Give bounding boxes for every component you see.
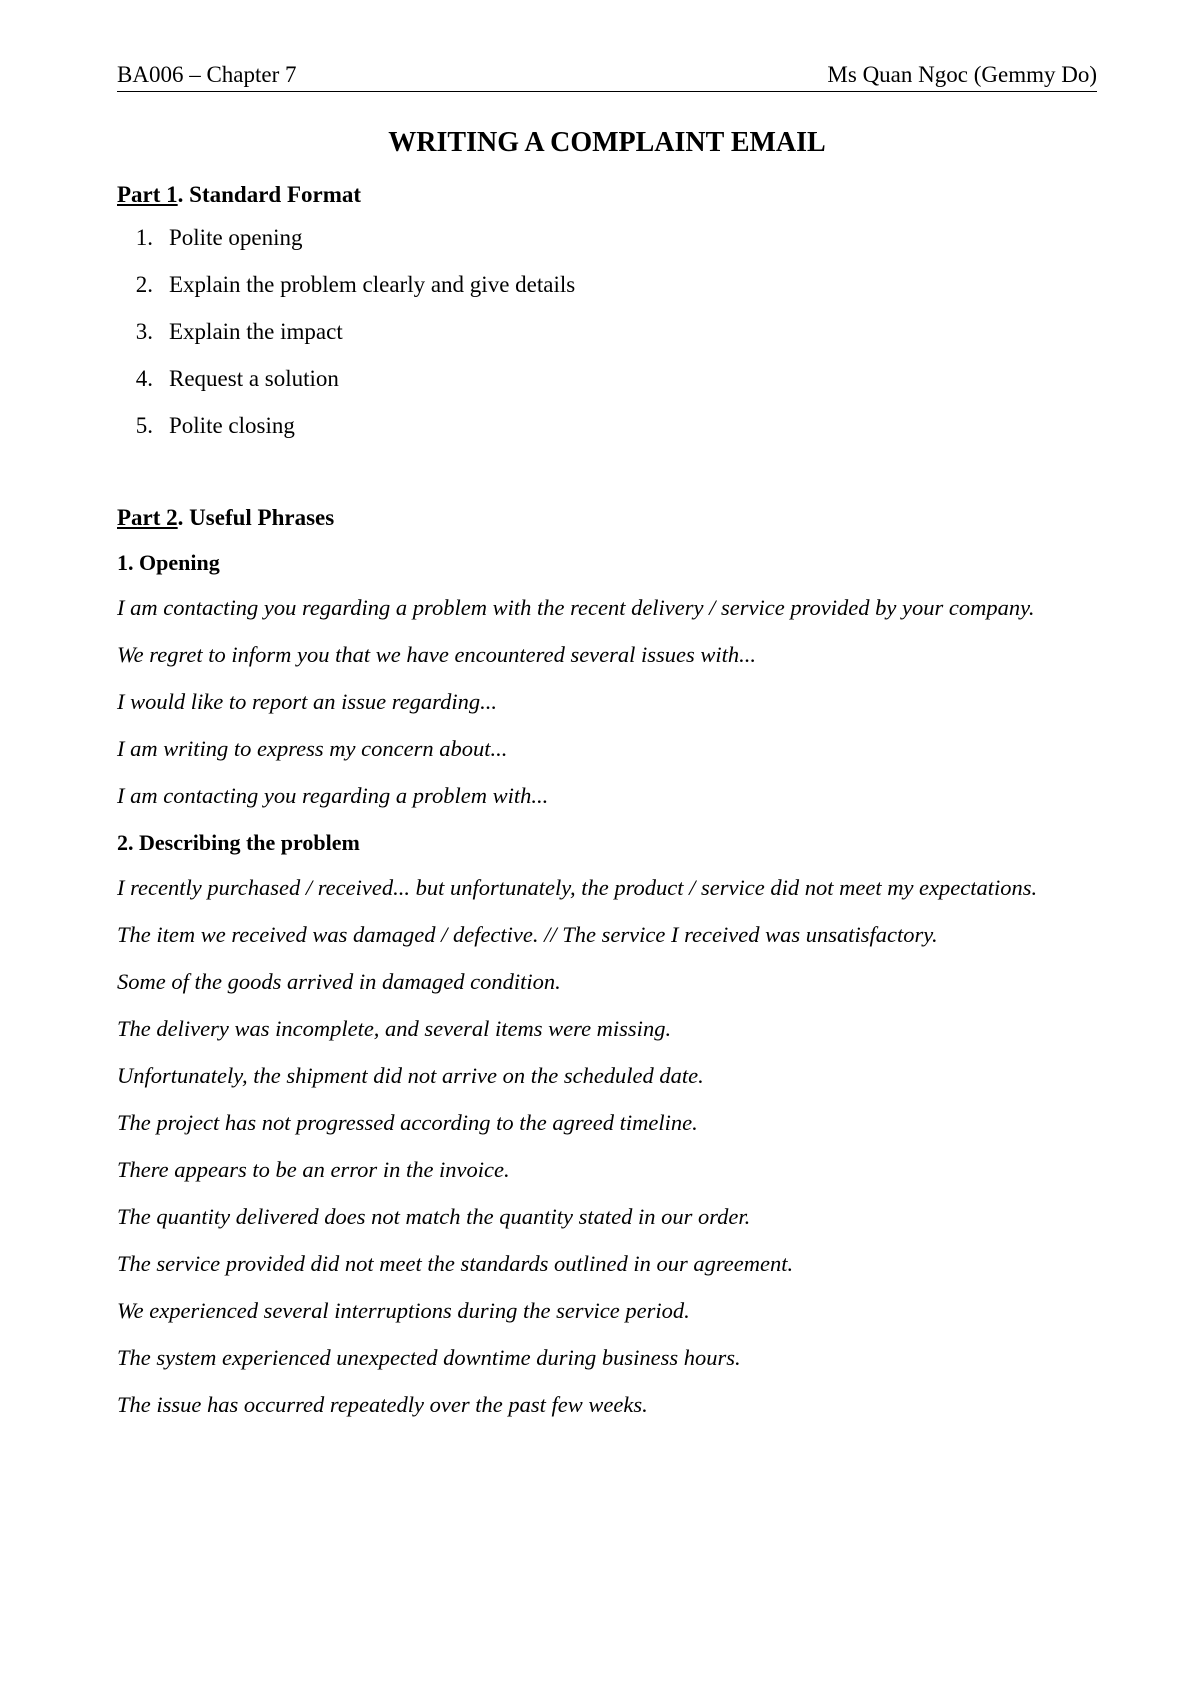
phrase: I recently purchased / received... but unfortunately, the product / service did not meet my expectations. xyxy=(117,875,1038,900)
part1-label: Part 1 xyxy=(117,182,178,207)
list-item xyxy=(117,411,1097,441)
list-item-number: 2. xyxy=(135,272,153,297)
part2-heading-text: . Useful Phrases xyxy=(177,505,335,530)
phrase: The delivery was incomplete, and several items were missing. xyxy=(117,1016,672,1041)
standard-format-list xyxy=(117,223,1097,441)
list-item-text: Explain the problem clearly and give details xyxy=(169,272,576,297)
list-item xyxy=(117,317,1097,347)
running-header xyxy=(117,60,1097,92)
list-item xyxy=(117,364,1097,394)
header-course: BA006 – Chapter 7 xyxy=(117,62,297,87)
phrase: We regret to inform you that we have encountered several issues with... xyxy=(117,642,757,667)
list-item-number: 3. xyxy=(135,319,153,344)
phrase: I am contacting you regarding a problem with the recent delivery / service provided by your company. xyxy=(117,595,1035,620)
list-item-number: 1. xyxy=(135,225,153,250)
phrase: The service provided did not meet the standards outlined in our agreement. xyxy=(117,1251,794,1276)
phrase: The project has not progressed according to the agreed timeline. xyxy=(117,1110,698,1135)
phrase: The issue has occurred repeatedly over the past few weeks. xyxy=(117,1392,648,1417)
phrase: There appears to be an error in the invoice. xyxy=(117,1157,510,1182)
document-page xyxy=(117,60,1097,1422)
list-item-text: Explain the impact xyxy=(169,319,343,344)
part1-heading-text: . Standard Format xyxy=(177,182,362,207)
list-item xyxy=(117,223,1097,253)
list-item-number: 4. xyxy=(135,366,153,391)
phrase: I am writing to express my concern about... xyxy=(117,736,508,761)
list-item-number: 5. xyxy=(135,413,153,438)
list-item-text: Polite closing xyxy=(169,413,295,438)
phrase: Unfortunately, the shipment did not arrive on the scheduled date. xyxy=(117,1063,704,1088)
part2-label: Part 2 xyxy=(117,505,178,530)
phrase: I am contacting you regarding a problem with... xyxy=(117,783,549,808)
list-item-text: Polite opening xyxy=(169,225,303,250)
phrase: The item we received was damaged / defective. // The service I received was unsatisfactory. xyxy=(117,922,938,947)
part1-heading xyxy=(117,180,1097,210)
section-heading-describing-problem: 2. Describing the problem xyxy=(117,830,360,855)
document-title: WRITING A COMPLAINT EMAIL xyxy=(388,127,826,158)
section-heading-opening: 1. Opening xyxy=(117,550,220,575)
list-item-text: Request a solution xyxy=(169,366,339,391)
phrase: I would like to report an issue regarding... xyxy=(117,689,497,714)
header-author: Ms Quan Ngoc (Gemmy Do) xyxy=(827,62,1097,87)
phrase: We experienced several interruptions during the service period. xyxy=(117,1298,690,1323)
phrase: Some of the goods arrived in damaged condition. xyxy=(117,969,561,994)
part2-heading xyxy=(117,503,1097,533)
list-item xyxy=(117,270,1097,300)
phrase: The quantity delivered does not match the quantity stated in our order. xyxy=(117,1204,751,1229)
phrase: The system experienced unexpected downtime during business hours. xyxy=(117,1345,741,1370)
